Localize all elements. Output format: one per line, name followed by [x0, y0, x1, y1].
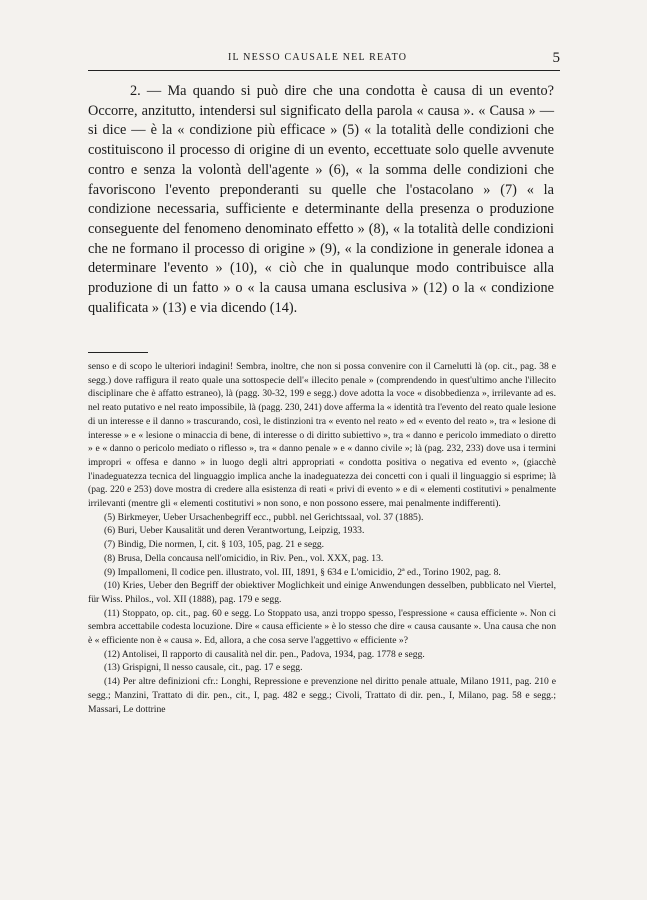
- footnote-7: (7) Bindig, Die normen, I, cit. § 103, 105, pag. 21 e segg.: [104, 539, 325, 551]
- footnote-13: (13) Grispigni, Il nesso causale, cit., pag. 17 e segg.: [104, 662, 303, 674]
- footnote-14: (14) Per altre definizioni cfr.: Longhi, Repressione e prevenzione nel diritto penale attuale, Milano 1911, pag. 210 e segg.; Manzini, Trattato di dir. pen., cit., I, pag. 482 e segg.; Civoli, Trattato di dir. pen., I, Milano, pag. 58 e segg.; Massari, Le dottrine: [88, 676, 556, 715]
- main-text: [88, 82, 554, 318]
- footnote-continuation: senso e di scopo le ulteriori indagini! Sembra, inoltre, che non si possa convenire con il Carnelutti là (op. cit., pag. 38 e segg.) dove raffigura il reato quale una sottospecie dell'« illecito penale » (comprendendo in quest'ultimo anche l'illecito disciplinare che è affatto estraneo), là (pagg. 30-32, 199 e segg.) dove adotta la voce « disobbedienza », irrilevante ad es. nel reato putativo e nel reato impossibile, là (pagg. 230, 241) dove afferma la « identità tra l'evento del reato quale lesione di un interesse e il danno » trascurando, così, le distinzioni tra « evento nel reato » ed « evento del reato », tra « lesione di interesse » e « lesione o minaccia di bene, di interesse o di diritto subiettivo », tra « danno e pericolo immediato o diretto » e « danno o pericolo mediato o riflesso », tra « danno penale » e « danno civile »; là (pag. 232, 233) dove usa i termini impropri « offesa e danno » in luogo degli altri appropriati « condotta positiva o negativa ed evento », (giacchè l'inadeguatezza tecnica del linguaggio implica anche la inadeguatezza dei concetti con i quali il linguaggio si esprime; là (pag. 220 e 253) dove mostra di credere alla esistenza di reati « privi di evento » e di « elementi costitutivi » penalmente irrilevanti (mentre gli « elementi costitutivi » non sono, e non possono essere, mai penalmente indifferenti).: [88, 361, 556, 510]
- footnotes: [88, 360, 556, 716]
- page-number: 5: [552, 50, 560, 66]
- footnote-11: (11) Stoppato, op. cit., pag. 60 e segg. Lo Stoppato usa, anzi troppo spesso, l'espressione « causa efficiente ». Non ci sembra accettabile codesta locuzione. Dire « causa efficiente » è lo stesso che dire « causa causante ». Una causa che non è « efficiente non è « causa ». Ed, allora, a che cosa serve l'aggettivo « efficiente »?: [88, 607, 556, 647]
- footnote-6: (6) Buri, Ueber Kausalität und deren Verantwortung, Leipzig, 1933.: [104, 525, 365, 537]
- footnote-8: (8) Brusa, Della concausa nell'omicidio, in Riv. Pen., vol. XXX, pag. 13.: [104, 552, 384, 564]
- footnote-rule: [88, 352, 148, 353]
- page-header: [88, 50, 560, 70]
- footnote-12: (12) Antolisei, Il rapporto di causalità nel dir. pen., Padova, 1934, pag. 1778 e segg.: [104, 648, 425, 660]
- footnote-9: (9) Impallomeni, Il codice pen. illustrato, vol. III, 1891, § 634 e L'omicidio, 2ª ed., Torino 1902, pag. 8.: [104, 566, 501, 578]
- header-rule: [88, 70, 560, 71]
- paragraph-2: 2. — Ma quando si può dire che una condotta è causa di un evento? Occorre, anzitutto, intendersi sul significato della parola « causa ». « Causa » — si dice — è la « condizione più efficace » (5) « la totalità delle condizioni che costituiscono il processo di origine di un evento, eccettuate solo quelle avvenute contro e senza la volontà dell'agente » (6), « la somma delle condizioni che favoriscono l'evento preponderanti su quelle che l'ostacolano » (7) « la condizione necessaria, sufficiente e determinante della presenza o produzione conseguente del fenomeno denominato effetto » (8), « la totalità delle condizioni che ne formano il processo di origine » (9), « la condizione in generale idonea a determinare l'evento » (10), « ciò che in qualunque modo contribuisce alla produzione di un fatto » o « la causa umana esclusiva » (12) o la « condizione qualificata » (13) e via dicendo (14).: [88, 83, 554, 316]
- footnote-5: (5) Birkmeyer, Ueber Ursachenbegriff ecc., pubbl. nel Gerichtssaal, vol. 37 (1885).: [104, 511, 424, 523]
- running-head: IL NESSO CAUSALE NEL REATO: [228, 52, 408, 63]
- footnote-10: (10) Kries, Ueber den Begriff der obiektiver Moglichkeit und einige Anwendungen desselben, pubblicato nel Viertel, für Wiss. Philos., vol. XII (1888), pag. 179 e segg.: [88, 580, 556, 605]
